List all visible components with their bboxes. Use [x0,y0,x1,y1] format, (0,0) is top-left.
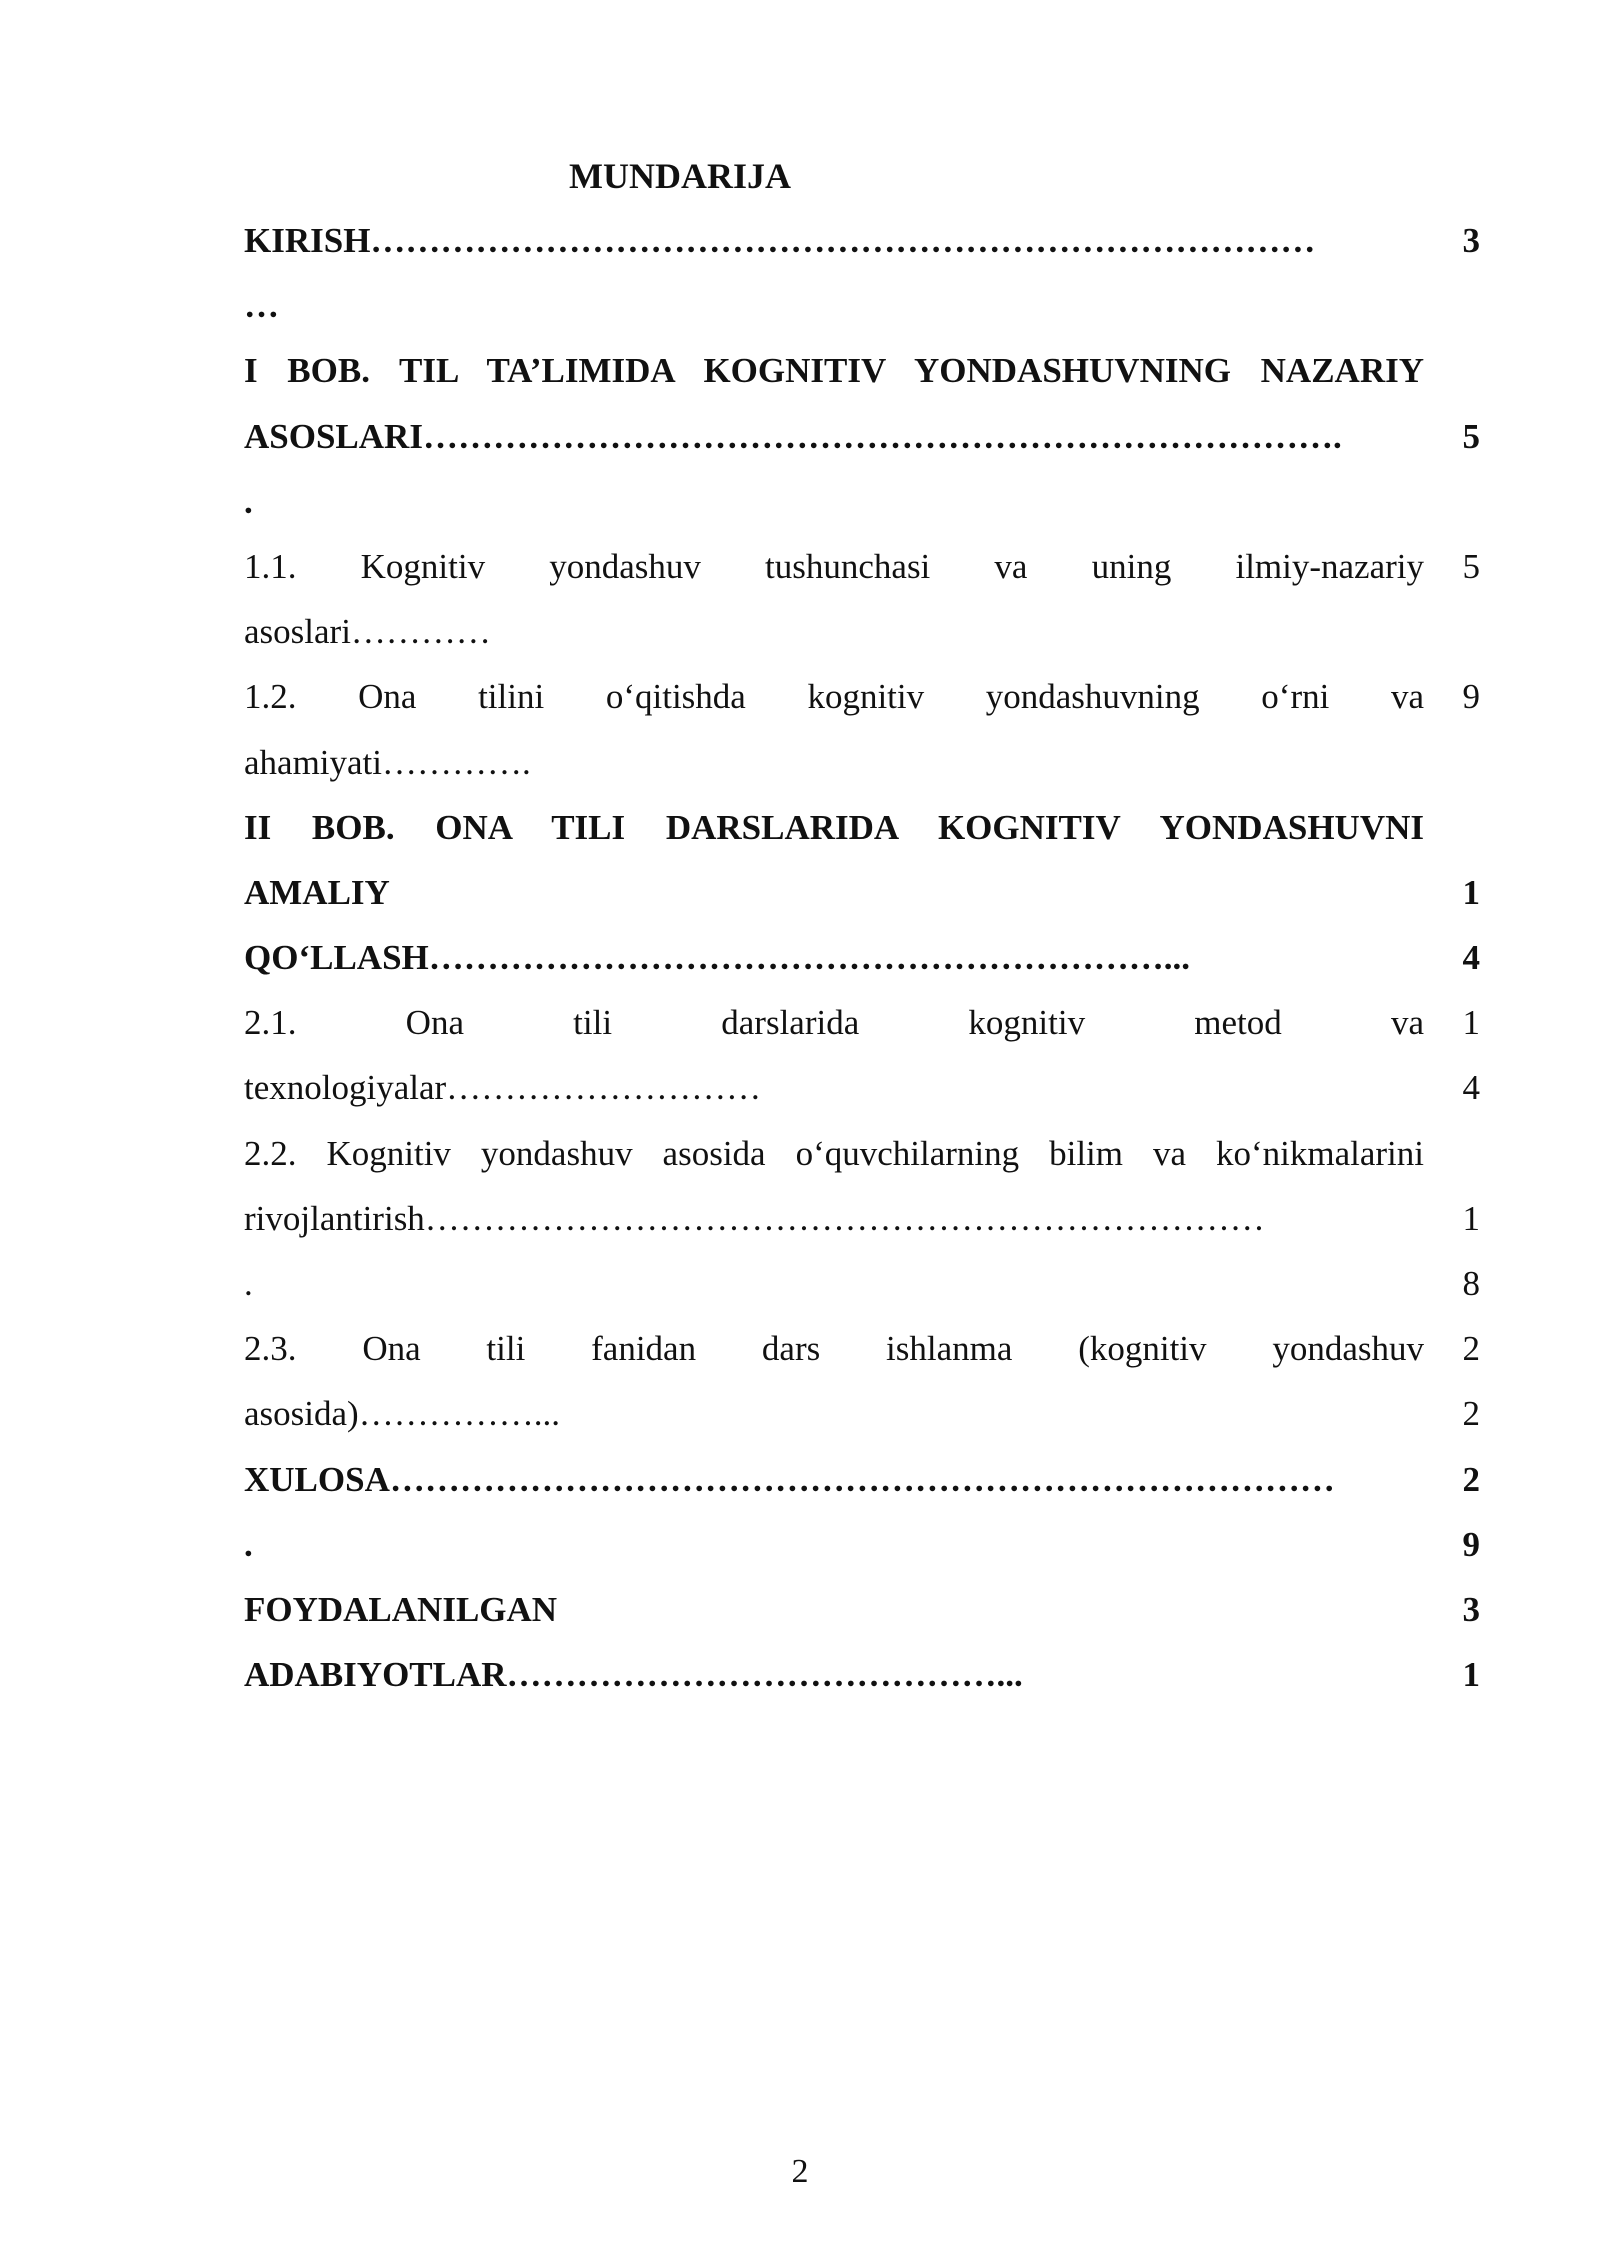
toc-entry [244,534,1480,664]
table-of-contents [244,208,1480,1707]
toc-entry-page [1424,534,1480,664]
toc-entry-page [1424,664,1480,794]
toc-entry [244,990,1480,1120]
toc-entry [244,338,1480,534]
toc-page-number: 3 [1462,221,1480,260]
toc-entry-title [244,1121,1424,1317]
toc-page-number [1424,795,1480,860]
toc-entry [244,1316,1480,1446]
toc-line: I BOB. TIL TA’LIMIDA KOGNITIV YONDASHUVNING NAZARIY [244,351,1424,391]
toc-page-number [1424,338,1480,403]
toc-page-number: 1 [1462,1655,1480,1695]
toc-entry [244,1447,1480,1577]
toc-entry [244,208,1480,338]
toc-line: 2.1. Ona tili darslarida kognitiv metod va [244,1003,1424,1043]
toc-line: ASOSLARI……………………………………………………………………. [244,416,1342,456]
toc-line: rivojlantirish……………………………………………………………… [244,1198,1265,1238]
page-title: MUNDARIJA [569,156,791,196]
toc-entry-title [244,1447,1424,1577]
toc-entry-page [1424,1316,1480,1446]
toc-page-number: 2 [1462,1459,1480,1499]
toc-entry-title [244,1577,1424,1707]
toc-line: FOYDALANILGAN [244,1589,558,1629]
toc-line: ADABIYOTLAR……………………………………... [244,1655,1023,1695]
page-number: 2 [791,2153,809,2190]
toc-entry [244,1121,1480,1317]
toc-entry-title [244,534,1424,664]
toc-line: 1.2. Ona tilini o‘qitishda kognitiv yondashuvning o‘rni va [244,677,1424,717]
toc-entry [244,664,1480,794]
toc-line: 2.2. Kognitiv yondashuv asosida o‘quvchilarning bilim va ko‘nikmalarini [244,1133,1424,1173]
toc-page-number [1424,730,1480,795]
toc-line: texnologiyalar……………………… [244,1068,762,1108]
toc-line: . [244,1524,253,1564]
toc-line: asoslari………… [244,612,491,652]
toc-entry-page [1424,1121,1480,1317]
toc-entry-page [1424,1577,1480,1707]
toc-entry-title [244,208,1424,338]
toc-entry-page [1424,795,1480,991]
toc-page-number: 2 [1462,1394,1480,1434]
toc-line: KIRISH……………………………………………………………………… [244,221,1316,260]
toc-line: AMALIY [244,872,390,912]
toc-line: . [244,1264,253,1303]
toc-entry [244,1577,1480,1707]
toc-page-number: 9 [1462,1524,1480,1564]
toc-entry-page [1424,208,1480,338]
toc-line: ahamiyati…………. [244,742,531,782]
toc-line: XULOSA……………………………………………………………………… [244,1459,1335,1499]
toc-entry-title [244,795,1424,991]
toc-entry-title [244,1316,1424,1446]
toc-entry-title [244,990,1424,1120]
toc-entry [244,795,1480,991]
toc-page-number: 1 [1462,872,1480,912]
toc-line: QO‘LLASH………………………………………………………... [244,938,1191,978]
toc-entry-page [1424,338,1480,534]
toc-page-number [1424,599,1480,664]
toc-page-number: 5 [1462,416,1480,456]
toc-page-number [1424,1121,1480,1186]
toc-page-number: 1 [1462,1003,1480,1043]
toc-line: . [244,481,253,521]
toc-line: 2.3. Ona tili fanidan dars ishlanma (kognitiv yondashuv [244,1329,1424,1369]
toc-page-number: 3 [1462,1589,1480,1629]
toc-line: II BOB. ONA TILI DARSLARIDA KOGNITIV YONDASHUVNI [244,807,1424,847]
toc-page-number: 5 [1462,546,1480,586]
toc-page-number: 4 [1462,938,1480,978]
toc-page-number: 1 [1462,1198,1480,1238]
toc-entry-title [244,338,1424,534]
toc-line: 1.1. Kognitiv yondashuv tushunchasi va uning ilmiy-nazariy [244,546,1424,586]
toc-page-number: 2 [1462,1329,1480,1369]
toc-page-number [1424,469,1480,534]
toc-entry-title [244,664,1424,794]
toc-line: asosida)……………... [244,1394,560,1434]
toc-entry-page [1424,1447,1480,1577]
toc-page-number: 8 [1462,1264,1480,1303]
toc-line: … [244,286,279,326]
toc-page-number: 4 [1462,1068,1480,1108]
toc-page-number: 9 [1462,677,1480,717]
toc-entry-page [1424,990,1480,1120]
toc-page-number [1424,273,1480,338]
